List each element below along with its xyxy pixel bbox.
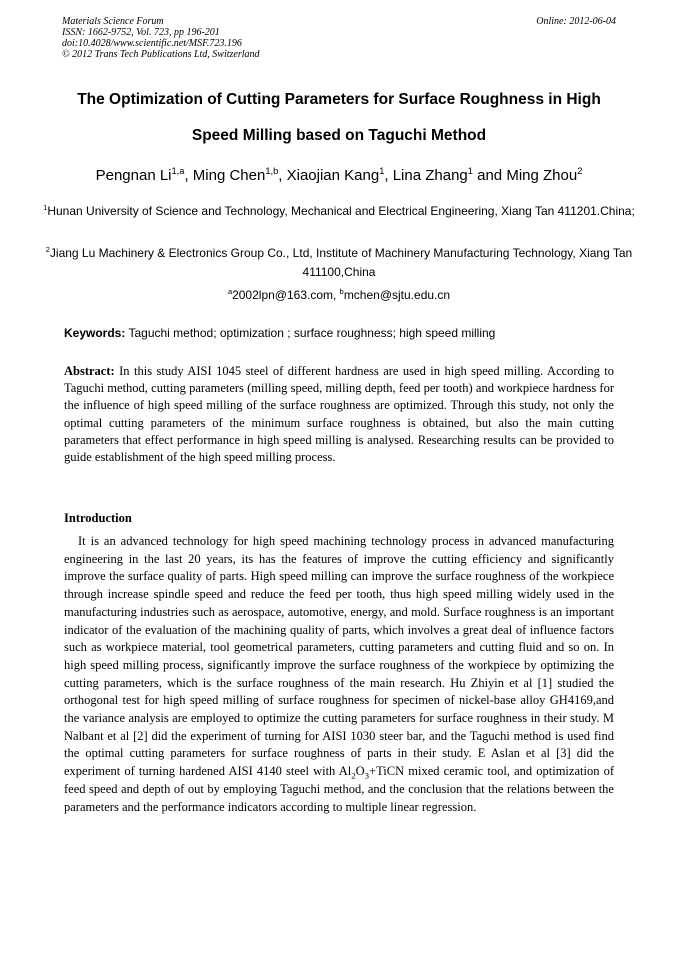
keywords-label: Keywords: [64,326,126,340]
author-separator: and [472,167,507,184]
journal-name: Materials Science Forum [62,16,164,27]
paper-title-line-2: Speed Milling based on Taguchi Method [191,127,487,144]
author-list [20,167,658,185]
formula-subscript: 2 [351,770,356,781]
online-date: Online: 2012-06-04 [536,16,616,27]
keywords-text: Taguchi method; optimization ; surface roughness; high speed milling [125,326,496,340]
author-separator: , [384,167,393,184]
affiliation-1 [40,202,638,221]
author-name: Lina Zhang [392,167,468,184]
author-superscript: 1,b [265,166,279,176]
doi-line: doi:10.4028/www.scientific.net/MSF.723.196 [62,38,242,49]
publication-header [62,16,260,60]
abstract-text: In this study AISI 1045 steel of different hardness are used in high speed milling. According to Taguchi method, cutting parameters (milling speed, milling depth, feed per tooth) and workpiece hardness for the influence of high speed milling of the surface roughness are optimized. Through this study, not only the optimal cutting parameters of the minimum surface roughness is obtained, but also the main cutting parameters that effect performance in high speed milling is analysed. Researching results can be provided to guide establishment of the high speed milling process. [64,364,614,465]
author-name: Xiaojian Kang [286,167,380,184]
affiliation-2 [40,244,638,282]
author-name: Pengnan Li [95,167,172,184]
paper-title-line-1: The Optimization of Cutting Parameters for Surface Roughness in High [77,91,601,108]
author-superscript: 1 [379,166,385,176]
introduction-heading: Introduction [64,511,132,525]
formula-text: O [355,764,365,779]
formula-subscript: 3 [364,770,370,781]
email-marker: a [227,287,233,296]
affiliation-marker: 2 [45,245,50,254]
affiliation-marker: 1 [43,203,48,212]
author-superscript: 2 [577,166,583,176]
affiliation-text: Hunan University of Science and Technology, Mechanical and Electrical Engineering, Xiang Tan 411201.China; [47,204,635,218]
email-address-a: 2002lpn@163.com, [232,288,340,302]
intro-text: It is an advanced technology for high speed machining technology process in advanced manufacturing engineering in the last 20 years, its has the features of improve the cutting efficiency and significantly improve the surface quality of parts. High speed milling can improve the surface roughness of the workpiece through increase spindle speed and reduce the feed per tooth, thus high speed milling widely used in the manufacturing industries such as aerospace, automotive, energy, and mold. Surface roughness is an important indicator of the evaluation of the machining quality of parts, which involves a great deal of influence factors such as workpiece material, tool geometrical parameters, cutting parameters and cutting fluid and so on. In high speed milling process, significantly improve the surface roughness of the workpiece by optimizing the cutting parameters, which is the surface roughness of the main research. Hu Zhiyin et al [1] studied the orthogonal test for high speed milling of surface roughness for specimen of nickel-base alloy GH4169,and the variance analysis are employed to optimize the cutting parameters for surface roughness in their study. M Nalbant et al [2] did the experiment of turning for AISI 1030 steer bar, and the Taguchi method is used find the optimal cutting parameters for surface roughness of parts in their study. E Aslan et al [3] did the experiment of turning hardened AISI 4140 steel with Al [64,534,614,779]
copyright-line: © 2012 Trans Tech Publications Ltd, Switzerland [62,49,260,60]
author-separator: , [184,167,193,184]
author-name: Ming Chen [192,167,266,184]
issn-line: ISSN: 1662-9752, Vol. 723, pp 196-201 [62,27,220,38]
email-line [40,286,638,305]
keywords [64,325,495,341]
abstract-label: Abstract: [64,364,115,378]
author-separator: , [278,167,287,184]
author-superscript: 1,a [171,166,185,176]
email-marker: b [339,287,344,296]
abstract [64,363,614,466]
affiliation-text: Jiang Lu Machinery & Electronics Group Co., Ltd, Institute of Machinery Manufacturing Technology, Xiang Tan 411100,China [49,246,633,279]
email-address-b: mchen@sjtu.edu.cn [343,288,451,302]
author-name: Ming Zhou [506,167,578,184]
intro-text-continued: +TiCN mixed ceramic tool, and optimization of feed speed and depth of out by employing Taguchi method, and the conclusion that the relations between the parameters and the performance indicators according to multiple linear regression. [64,764,615,814]
introduction-body [64,533,614,816]
author-superscript: 1 [467,166,473,176]
